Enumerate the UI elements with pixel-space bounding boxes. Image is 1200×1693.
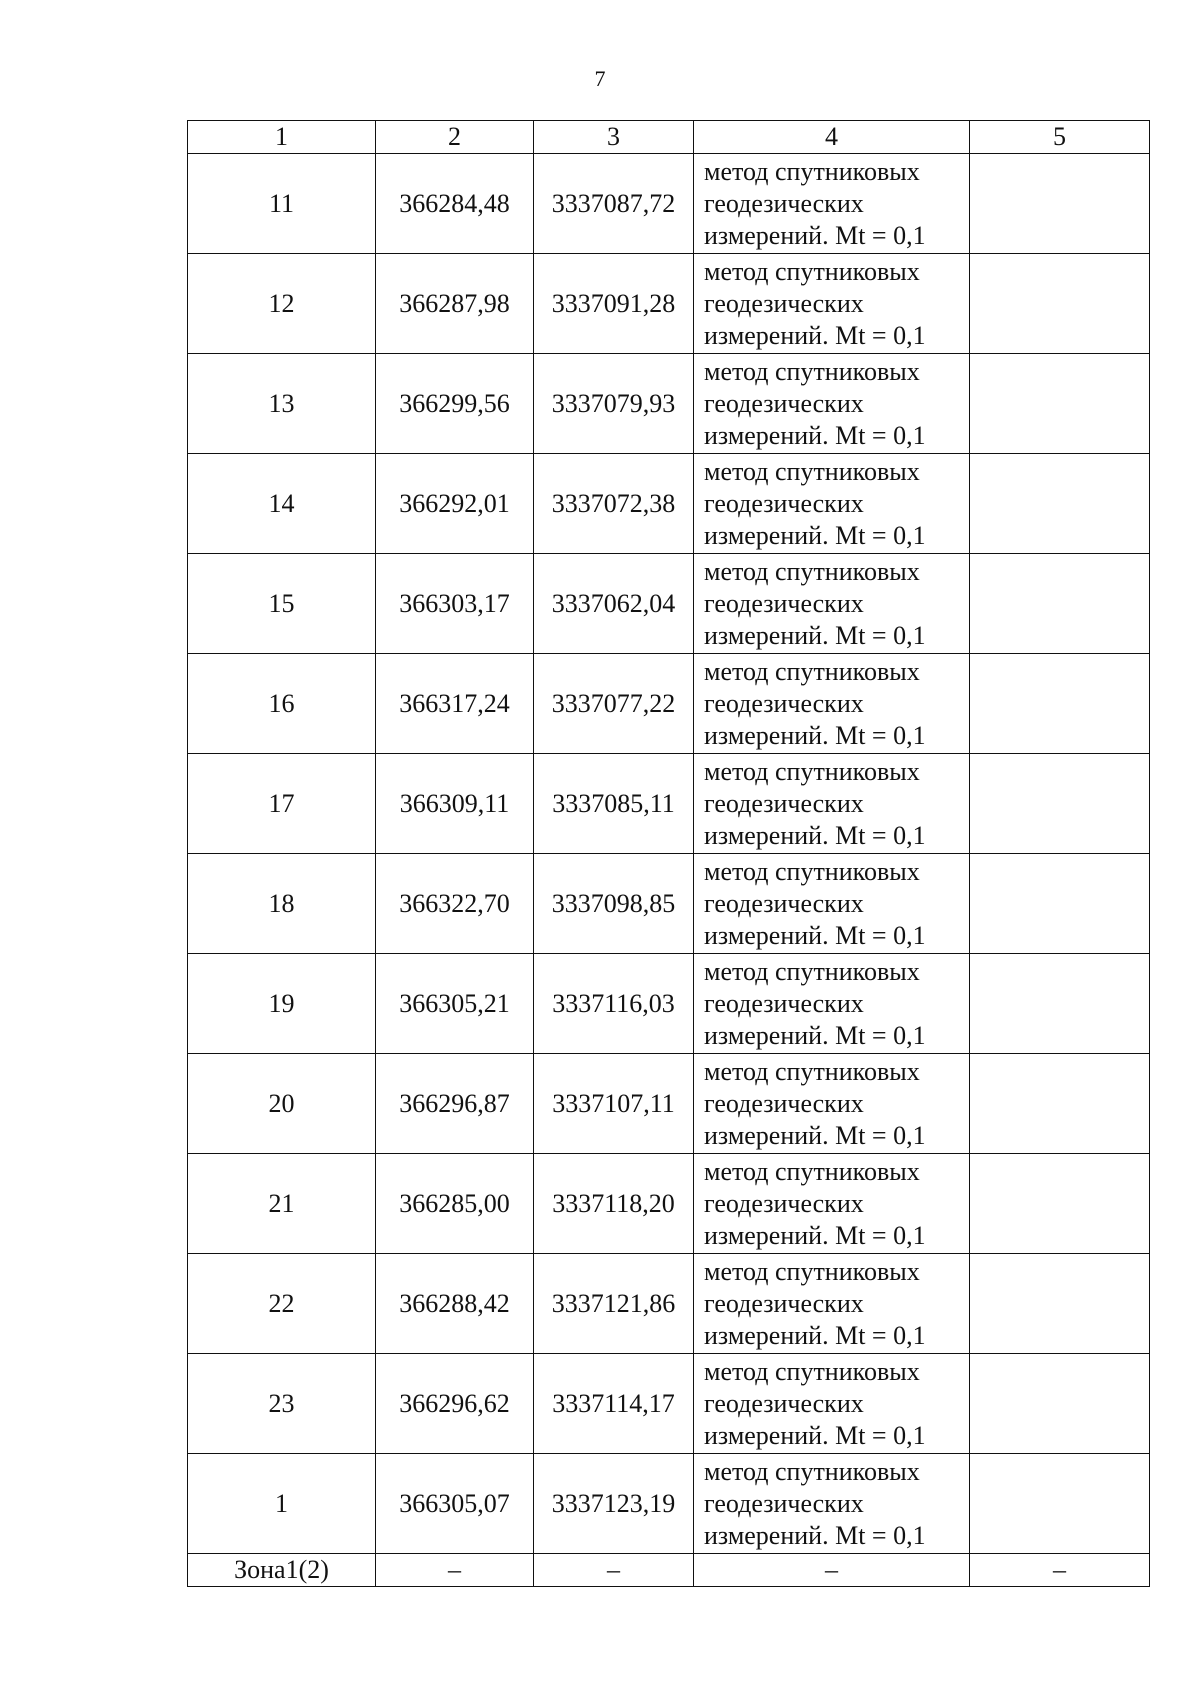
method-line: геодезических (704, 388, 864, 418)
zone-dash-cell: – (694, 1554, 970, 1587)
point-number-cell: 1 (188, 1454, 376, 1554)
method-line: измерений. Mt = 0,1 (704, 320, 926, 350)
page-number: 7 (594, 66, 606, 91)
method-line: измерений. Mt = 0,1 (704, 720, 926, 750)
method-line: геодезических (704, 688, 864, 718)
y-coordinate-cell: 3337121,86 (534, 1254, 694, 1354)
header-cell: 3 (534, 121, 694, 154)
method-cell (694, 354, 970, 454)
method-line: измерений. Mt = 0,1 (704, 1320, 926, 1350)
x-coordinate-cell: 366296,62 (376, 1354, 534, 1454)
method-line: метод спутниковых (704, 156, 920, 186)
zone-row (188, 1554, 1150, 1587)
method-line: геодезических (704, 1488, 864, 1518)
point-number-cell: 14 (188, 454, 376, 554)
table-row (188, 1354, 1150, 1454)
table-row (188, 854, 1150, 954)
y-coordinate-cell: 3337123,19 (534, 1454, 694, 1554)
point-number-cell: 22 (188, 1254, 376, 1354)
method-line: измерений. Mt = 0,1 (704, 620, 926, 650)
table-row (188, 354, 1150, 454)
y-coordinate-cell: 3337118,20 (534, 1154, 694, 1254)
note-cell (970, 654, 1150, 754)
point-number-cell: 17 (188, 754, 376, 854)
y-coordinate-cell: 3337114,17 (534, 1354, 694, 1454)
x-coordinate-cell: 366287,98 (376, 254, 534, 354)
x-coordinate-cell: 366299,56 (376, 354, 534, 454)
table-row (188, 1454, 1150, 1554)
x-coordinate-cell: 366284,48 (376, 154, 534, 254)
method-line: метод спутниковых (704, 1056, 920, 1086)
note-cell (970, 1354, 1150, 1454)
zone-dash-cell: – (970, 1554, 1150, 1587)
note-cell (970, 1054, 1150, 1154)
method-line: геодезических (704, 1388, 864, 1418)
method-line: метод спутниковых (704, 1156, 920, 1186)
method-cell (694, 654, 970, 754)
method-line: измерений. Mt = 0,1 (704, 1220, 926, 1250)
method-cell (694, 1354, 970, 1454)
table-row (188, 1154, 1150, 1254)
method-line: измерений. Mt = 0,1 (704, 1420, 926, 1450)
x-coordinate-cell: 366288,42 (376, 1254, 534, 1354)
y-coordinate-cell: 3337116,03 (534, 954, 694, 1054)
method-line: геодезических (704, 1188, 864, 1218)
point-number-cell: 15 (188, 554, 376, 654)
zone-dash-cell: – (534, 1554, 694, 1587)
table-row (188, 1254, 1150, 1354)
method-line: метод спутниковых (704, 956, 920, 986)
table-row (188, 754, 1150, 854)
method-line: измерений. Mt = 0,1 (704, 1520, 926, 1550)
method-line: измерений. Mt = 0,1 (704, 920, 926, 950)
method-cell (694, 154, 970, 254)
method-line: геодезических (704, 488, 864, 518)
method-line: геодезических (704, 988, 864, 1018)
method-cell (694, 854, 970, 954)
method-line: геодезических (704, 1088, 864, 1118)
coordinates-table (187, 120, 1150, 1587)
method-line: геодезических (704, 888, 864, 918)
header-cell: 5 (970, 121, 1150, 154)
note-cell (970, 1154, 1150, 1254)
method-cell (694, 754, 970, 854)
method-cell (694, 454, 970, 554)
point-number-cell: 13 (188, 354, 376, 454)
method-line: измерений. Mt = 0,1 (704, 820, 926, 850)
point-number-cell: 18 (188, 854, 376, 954)
method-cell (694, 954, 970, 1054)
method-cell (694, 1054, 970, 1154)
method-line: измерений. Mt = 0,1 (704, 1020, 926, 1050)
method-line: метод спутниковых (704, 556, 920, 586)
note-cell (970, 754, 1150, 854)
method-line: метод спутниковых (704, 256, 920, 286)
point-number-cell: 20 (188, 1054, 376, 1154)
method-cell (694, 554, 970, 654)
point-number-cell: 12 (188, 254, 376, 354)
note-cell (970, 254, 1150, 354)
method-line: геодезических (704, 288, 864, 318)
note-cell (970, 954, 1150, 1054)
method-line: измерений. Mt = 0,1 (704, 1120, 926, 1150)
method-line: метод спутниковых (704, 1256, 920, 1286)
method-line: метод спутниковых (704, 1456, 920, 1486)
method-cell (694, 1154, 970, 1254)
note-cell (970, 1454, 1150, 1554)
x-coordinate-cell: 366305,21 (376, 954, 534, 1054)
method-line: измерений. Mt = 0,1 (704, 520, 926, 550)
method-cell (694, 254, 970, 354)
note-cell (970, 454, 1150, 554)
y-coordinate-cell: 3337062,04 (534, 554, 694, 654)
table-row (188, 254, 1150, 354)
note-cell (970, 854, 1150, 954)
header-cell: 2 (376, 121, 534, 154)
method-line: геодезических (704, 588, 864, 618)
y-coordinate-cell: 3337077,22 (534, 654, 694, 754)
table-row (188, 454, 1150, 554)
table-row (188, 1054, 1150, 1154)
point-number-cell: 16 (188, 654, 376, 754)
point-number-cell: 21 (188, 1154, 376, 1254)
note-cell (970, 154, 1150, 254)
x-coordinate-cell: 366309,11 (376, 754, 534, 854)
table-row (188, 954, 1150, 1054)
table-row (188, 554, 1150, 654)
method-line: метод спутниковых (704, 1356, 920, 1386)
x-coordinate-cell: 366296,87 (376, 1054, 534, 1154)
method-line: измерений. Mt = 0,1 (704, 220, 926, 250)
method-line: геодезических (704, 788, 864, 818)
x-coordinate-cell: 366322,70 (376, 854, 534, 954)
zone-label-cell: Зона1(2) (188, 1554, 376, 1587)
header-cell: 1 (188, 121, 376, 154)
point-number-cell: 11 (188, 154, 376, 254)
table-row (188, 654, 1150, 754)
note-cell (970, 554, 1150, 654)
table-header-row (188, 121, 1150, 154)
point-number-cell: 19 (188, 954, 376, 1054)
y-coordinate-cell: 3337079,93 (534, 354, 694, 454)
x-coordinate-cell: 366285,00 (376, 1154, 534, 1254)
note-cell (970, 1254, 1150, 1354)
method-line: метод спутниковых (704, 356, 920, 386)
method-line: метод спутниковых (704, 456, 920, 486)
method-line: метод спутниковых (704, 856, 920, 886)
zone-dash-cell: – (376, 1554, 534, 1587)
method-line: метод спутниковых (704, 756, 920, 786)
method-cell (694, 1254, 970, 1354)
method-cell (694, 1454, 970, 1554)
y-coordinate-cell: 3337091,28 (534, 254, 694, 354)
x-coordinate-cell: 366303,17 (376, 554, 534, 654)
y-coordinate-cell: 3337072,38 (534, 454, 694, 554)
y-coordinate-cell: 3337087,72 (534, 154, 694, 254)
x-coordinate-cell: 366317,24 (376, 654, 534, 754)
x-coordinate-cell: 366305,07 (376, 1454, 534, 1554)
y-coordinate-cell: 3337098,85 (534, 854, 694, 954)
method-line: геодезических (704, 1288, 864, 1318)
method-line: измерений. Mt = 0,1 (704, 420, 926, 450)
table-row (188, 154, 1150, 254)
point-number-cell: 23 (188, 1354, 376, 1454)
y-coordinate-cell: 3337107,11 (534, 1054, 694, 1154)
header-cell: 4 (694, 121, 970, 154)
method-line: геодезических (704, 188, 864, 218)
note-cell (970, 354, 1150, 454)
x-coordinate-cell: 366292,01 (376, 454, 534, 554)
method-line: метод спутниковых (704, 656, 920, 686)
y-coordinate-cell: 3337085,11 (534, 754, 694, 854)
